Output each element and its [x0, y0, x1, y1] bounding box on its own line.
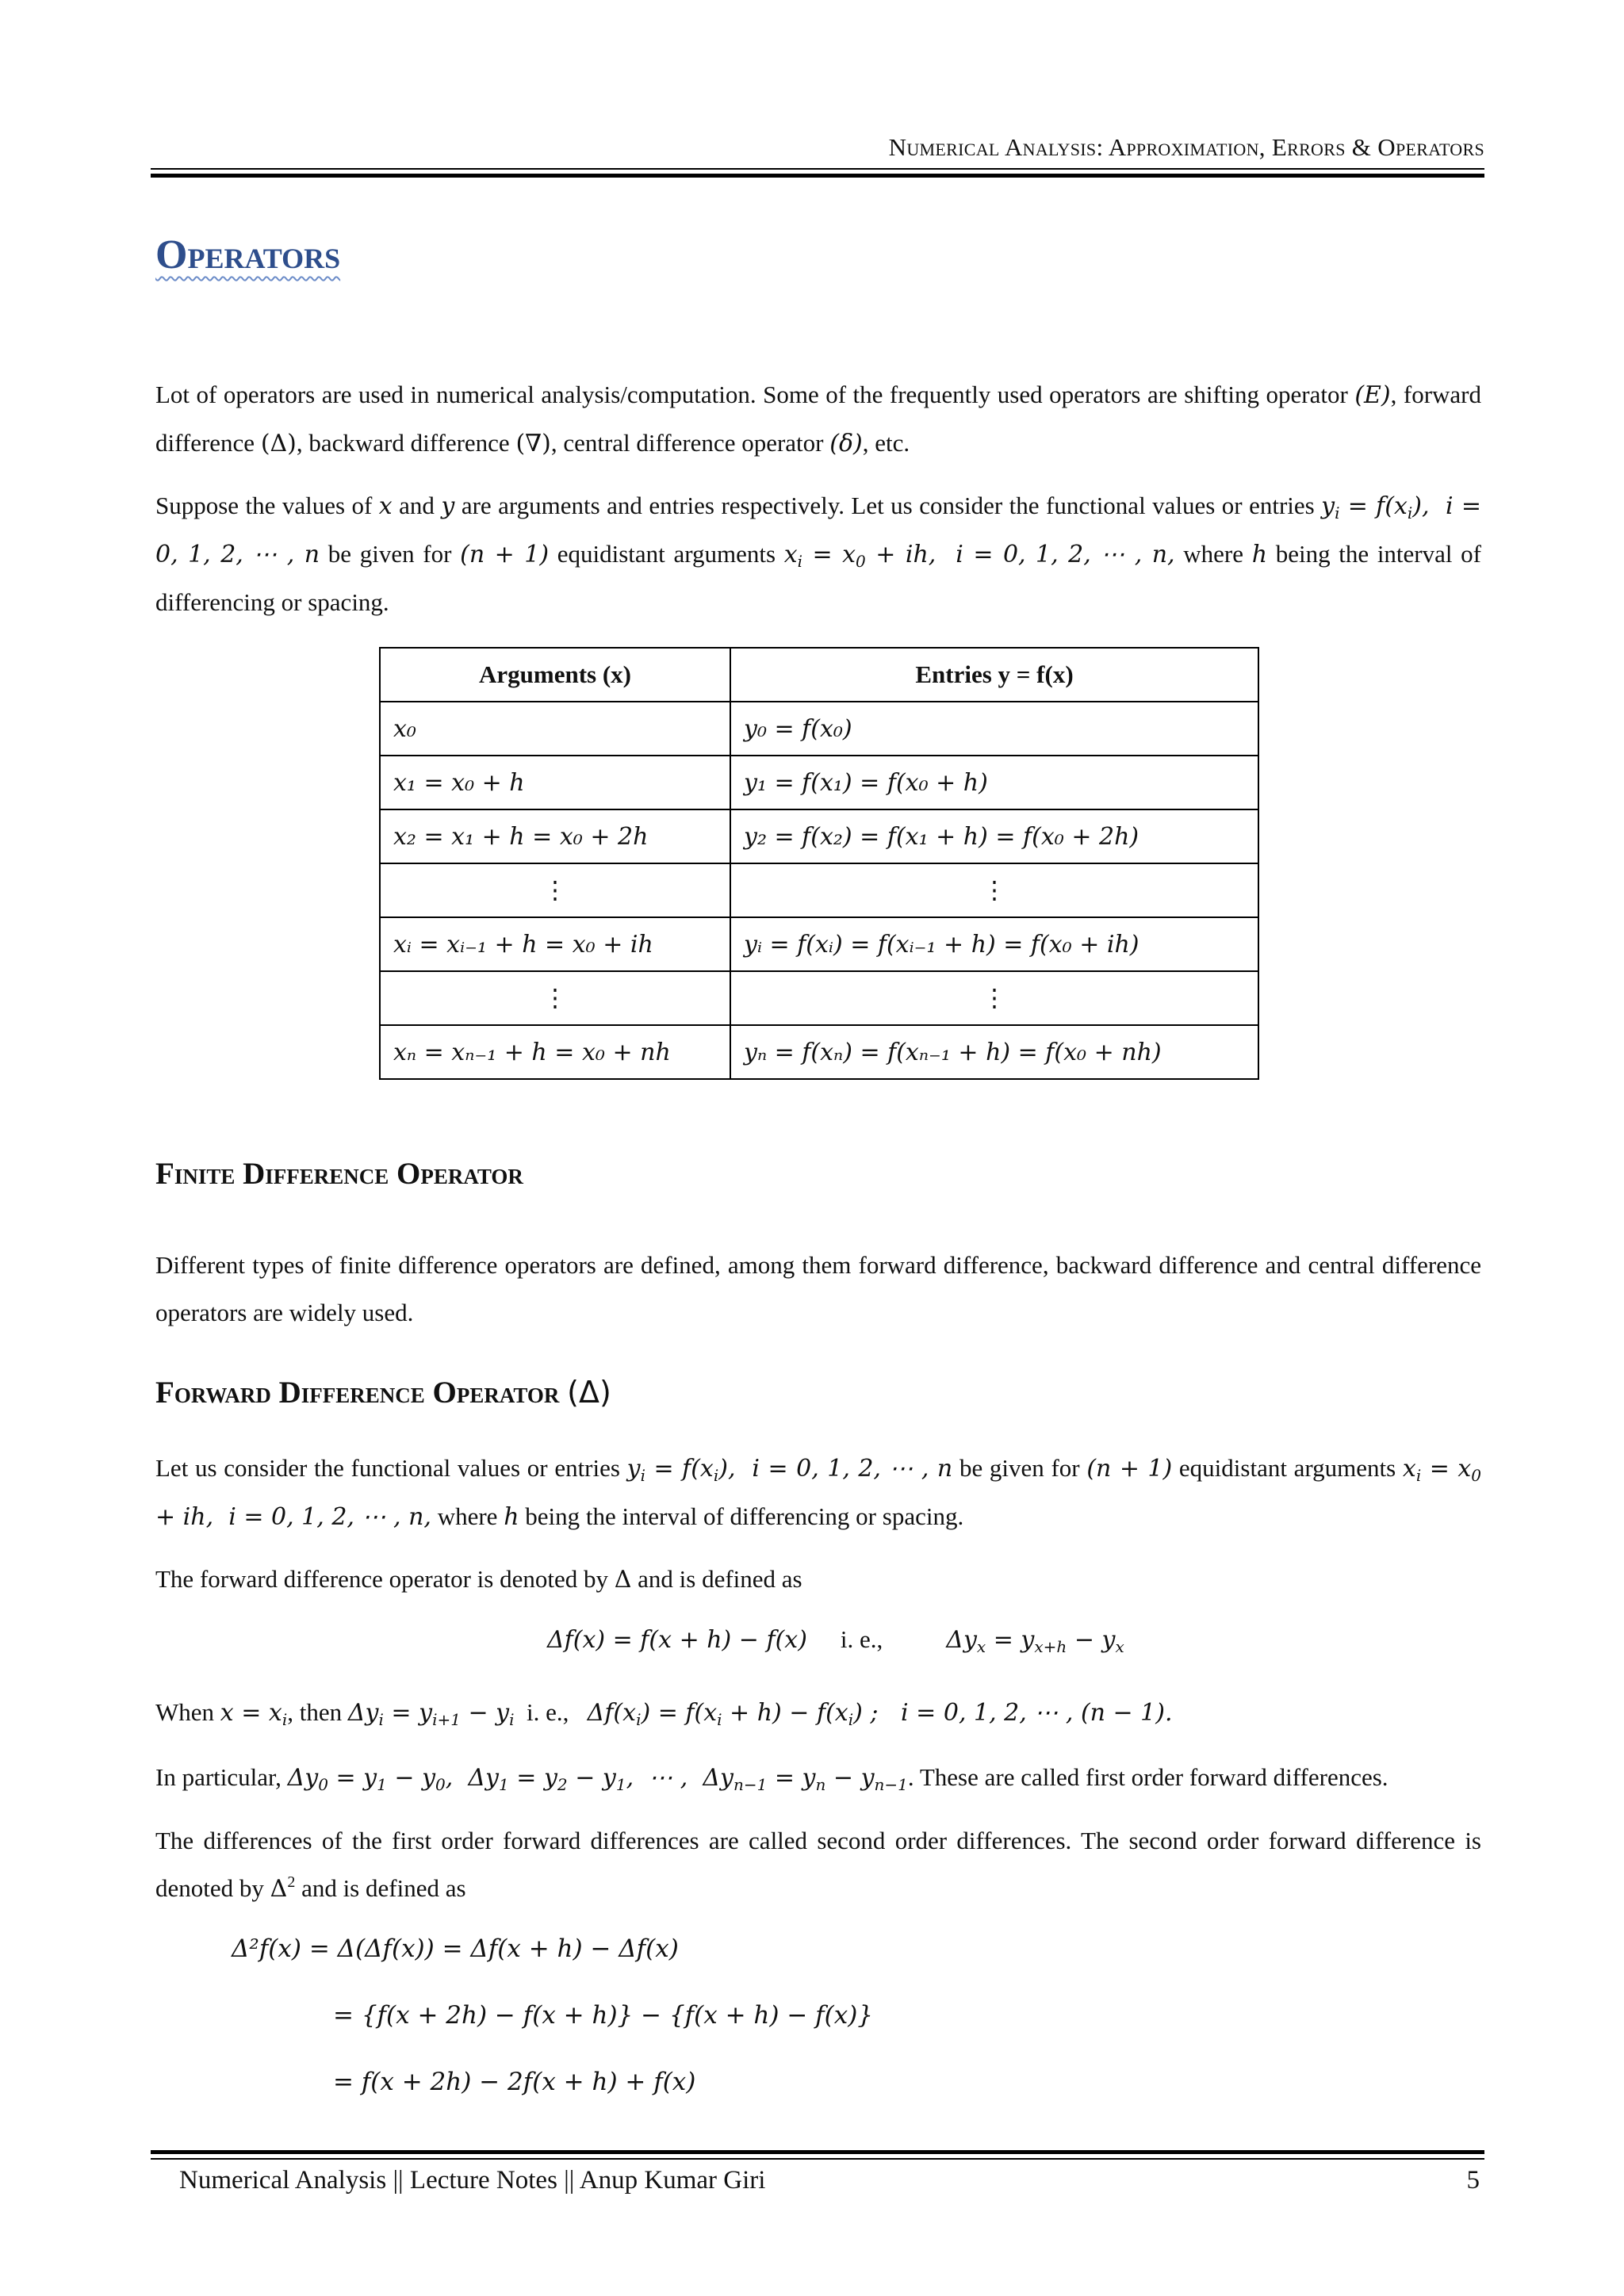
footer-rule-thick — [151, 2150, 1484, 2154]
intro-paragraph-1: Lot of operators are used in numerical analysis/computation. Some of the frequently used operators are shifting operator (E), forward difference (Δ), backward difference (∇), central difference operator (δ), etc. — [155, 381, 1481, 457]
finite-difference-heading: Finite Difference Operator — [155, 1157, 523, 1191]
table-row: x₀ y₀ = f(x₀) — [380, 702, 1258, 756]
footer-rule-thin — [151, 2158, 1484, 2160]
forward-difference-heading: Forward Difference Operator (Δ) — [155, 1375, 611, 1410]
second-difference-equation-line-2: = {f(x + 2h) − f(x + h)} − {f(x + h) − f(x)} — [333, 2001, 874, 2030]
header-rule-thin — [151, 168, 1484, 170]
second-difference-equation-line-1: Δ²f(x) = Δ(Δf(x)) = Δf(x + h) − Δf(x) — [232, 1934, 679, 1963]
section-title: Operators — [155, 232, 341, 277]
forward-paragraph-3: When $x = x_i$, then $\Delta y_i = y_{i+1} - y_i$ i. e., $\Delta f(x_i) = f(x_i + h) - f(x_i)$ ; i = 0, 1, 2, ⋯ , (n − 1). — [155, 1698, 1173, 1729]
forward-paragraph-5: The differences of the first order forward differences are called second order differences. The second order forward difference is denoted by $\Delta^2$ and is defined as — [155, 1827, 1481, 1903]
intro-paragraph-2: Suppose the values of x and y are arguments and entries respectively. Let us consider the functional values or entries $y_i = f(x_i)$, i = 0, 1, 2, ⋯ , n be given for (n + 1) equidistant arguments $x_i = x_0$ + ih, i = 0, 1, 2, ⋯ , n, where h being the interval of differencing or spacing. — [155, 492, 1482, 616]
forward-paragraph-1: Let us consider the functional values or entries $y_i = f(x_i)$, i = 0, 1, 2, ⋯ , n be given for (n + 1) equidistant arguments $x_i = x_0$ + ih, i = 0, 1, 2, ⋯ , n, where h being the interval of differencing or spacing. — [155, 1454, 1481, 1531]
forward-paragraph-2: The forward difference operator is denoted by Δ and is defined as — [155, 1565, 802, 1594]
running-header: Numerical Analysis: Approximation, Errors & Operators — [888, 133, 1484, 161]
arguments-entries-table — [379, 647, 1259, 1080]
table-row: ⋮ ⋮ — [380, 863, 1258, 917]
table-row: xₙ = xₙ₋₁ + h = x₀ + nh yₙ = f(xₙ) = f(xₙ₋₁ + h) = f(x₀ + nh) — [380, 1025, 1258, 1079]
second-difference-equation-line-3: = f(x + 2h) − 2f(x + h) + f(x) — [333, 2068, 696, 2096]
table-row: ⋮ ⋮ — [380, 971, 1258, 1025]
table-row: x₁ = x₀ + h y₁ = f(x₁) = f(x₀ + h) — [380, 756, 1258, 809]
finite-difference-paragraph: Different types of finite difference operators are defined, among them forward difference, backward difference and central difference operators are widely used. — [155, 1251, 1481, 1326]
footer-text: Numerical Analysis || Lecture Notes || Anup Kumar Giri — [179, 2166, 766, 2195]
table-row: x₂ = x₁ + h = x₀ + 2h y₂ = f(x₂) = f(x₁ + h) = f(x₀ + 2h) — [380, 809, 1258, 863]
forward-paragraph-4: In particular, $\Delta y_0 = y_1 - y_0$, $\Delta y_1 = y_2 - y_1$, ⋯ , $\Delta y_{n-1} = y_n - y_{n-1}$. These are called first order forward differences. — [155, 1763, 1388, 1794]
table-row: xᵢ = xᵢ₋₁ + h = x₀ + ih yᵢ = f(xᵢ) = f(xᵢ₋₁ + h) = f(x₀ + ih) — [380, 917, 1258, 971]
header-rule-thick — [151, 174, 1484, 178]
forward-definition-equation: Δf(x) = f(x + h) − f(x) i. e., $\Delta y_x = y_{x+h} - y_x$ — [547, 1625, 1124, 1656]
page-number: 5 — [1466, 2166, 1480, 2195]
table-header-row — [380, 648, 1258, 702]
column-header-arguments: Arguments (x) — [380, 648, 730, 702]
column-header-entries: Entries y = f(x) — [730, 648, 1258, 702]
